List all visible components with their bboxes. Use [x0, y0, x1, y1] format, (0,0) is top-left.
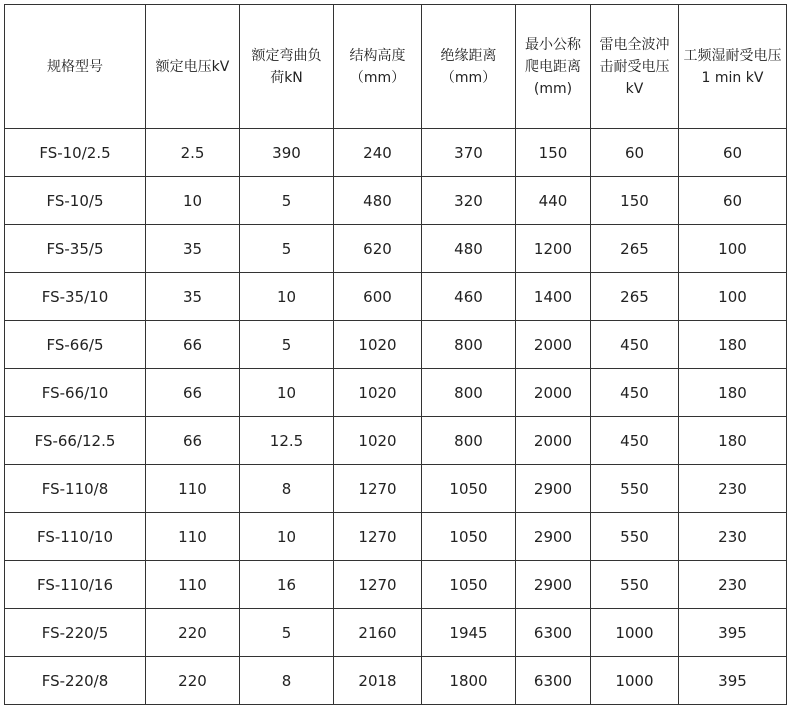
header-text: 爬电距离: [525, 58, 581, 75]
cell-lightning-impulse: 265: [591, 225, 679, 273]
cell-power-frequency-wet: 100: [679, 225, 787, 273]
table-row: [5, 129, 787, 177]
cell-rated-voltage: 35: [146, 273, 240, 321]
cell-creepage-distance: 1400: [516, 273, 591, 321]
header-cell-model: [5, 5, 146, 129]
cell-structure-height: 1270: [334, 561, 422, 609]
header-text: 最小公称: [525, 36, 581, 53]
header-text: 雷电全波冲: [599, 36, 670, 53]
cell-rated-voltage: 110: [146, 513, 240, 561]
header-text: 荷kN: [270, 69, 303, 86]
header-text: kV: [625, 80, 644, 97]
cell-creepage-distance: 2900: [516, 513, 591, 561]
header-text: （mm）: [440, 69, 497, 86]
cell-rated-voltage: 66: [146, 321, 240, 369]
table-row: [5, 465, 787, 513]
header-text: 工频湿耐受电压: [683, 47, 782, 64]
table-row: [5, 321, 787, 369]
header-text: 额定弯曲负: [251, 47, 322, 64]
cell-bending-load: 5: [240, 609, 334, 657]
header-cell-power-frequency-wet: [679, 5, 787, 129]
cell-insulation-distance: 800: [422, 417, 516, 465]
cell-insulation-distance: 1050: [422, 513, 516, 561]
header-text: 击耐受电压: [599, 58, 670, 75]
cell-creepage-distance: 440: [516, 177, 591, 225]
cell-bending-load: 390: [240, 129, 334, 177]
cell-bending-load: 8: [240, 657, 334, 705]
cell-model: FS-220/8: [5, 657, 146, 705]
table-body: [5, 129, 787, 705]
cell-model: FS-10/2.5: [5, 129, 146, 177]
cell-structure-height: 1020: [334, 369, 422, 417]
cell-model: FS-66/10: [5, 369, 146, 417]
cell-bending-load: 10: [240, 369, 334, 417]
cell-model: FS-35/5: [5, 225, 146, 273]
cell-lightning-impulse: 450: [591, 321, 679, 369]
cell-structure-height: 1020: [334, 417, 422, 465]
table-row: [5, 513, 787, 561]
cell-model: FS-35/10: [5, 273, 146, 321]
header-cell-structure-height: [334, 5, 422, 129]
cell-structure-height: 1270: [334, 513, 422, 561]
cell-structure-height: 620: [334, 225, 422, 273]
cell-lightning-impulse: 60: [591, 129, 679, 177]
cell-power-frequency-wet: 395: [679, 657, 787, 705]
cell-model: FS-10/5: [5, 177, 146, 225]
table-row: [5, 369, 787, 417]
cell-power-frequency-wet: 180: [679, 417, 787, 465]
cell-power-frequency-wet: 395: [679, 609, 787, 657]
cell-lightning-impulse: 150: [591, 177, 679, 225]
cell-power-frequency-wet: 60: [679, 129, 787, 177]
header-cell-rated-voltage: [146, 5, 240, 129]
table-row: [5, 417, 787, 465]
cell-model: FS-66/5: [5, 321, 146, 369]
cell-lightning-impulse: 550: [591, 513, 679, 561]
cell-insulation-distance: 480: [422, 225, 516, 273]
cell-model: FS-110/8: [5, 465, 146, 513]
cell-rated-voltage: 110: [146, 465, 240, 513]
header-text: （mm）: [349, 69, 406, 86]
cell-lightning-impulse: 550: [591, 465, 679, 513]
cell-lightning-impulse: 265: [591, 273, 679, 321]
header-row: [5, 5, 787, 129]
cell-creepage-distance: 2900: [516, 561, 591, 609]
cell-rated-voltage: 66: [146, 417, 240, 465]
cell-insulation-distance: 1050: [422, 561, 516, 609]
cell-rated-voltage: 220: [146, 609, 240, 657]
header-cell-insulation-distance: [422, 5, 516, 129]
cell-structure-height: 240: [334, 129, 422, 177]
cell-creepage-distance: 2000: [516, 417, 591, 465]
spec-table: [4, 4, 787, 705]
cell-power-frequency-wet: 230: [679, 465, 787, 513]
cell-model: FS-66/12.5: [5, 417, 146, 465]
cell-bending-load: 12.5: [240, 417, 334, 465]
cell-structure-height: 600: [334, 273, 422, 321]
cell-power-frequency-wet: 230: [679, 561, 787, 609]
cell-insulation-distance: 1050: [422, 465, 516, 513]
cell-power-frequency-wet: 100: [679, 273, 787, 321]
cell-creepage-distance: 2000: [516, 321, 591, 369]
cell-insulation-distance: 1945: [422, 609, 516, 657]
cell-rated-voltage: 35: [146, 225, 240, 273]
cell-insulation-distance: 1800: [422, 657, 516, 705]
cell-power-frequency-wet: 180: [679, 369, 787, 417]
cell-lightning-impulse: 1000: [591, 657, 679, 705]
cell-lightning-impulse: 550: [591, 561, 679, 609]
cell-rated-voltage: 110: [146, 561, 240, 609]
cell-creepage-distance: 6300: [516, 657, 591, 705]
header-text: 1 min kV: [701, 69, 764, 86]
cell-lightning-impulse: 1000: [591, 609, 679, 657]
cell-model: FS-220/5: [5, 609, 146, 657]
cell-structure-height: 2018: [334, 657, 422, 705]
cell-power-frequency-wet: 60: [679, 177, 787, 225]
cell-insulation-distance: 320: [422, 177, 516, 225]
cell-power-frequency-wet: 230: [679, 513, 787, 561]
table-header: [5, 5, 787, 129]
table-row: [5, 273, 787, 321]
cell-lightning-impulse: 450: [591, 369, 679, 417]
cell-bending-load: 10: [240, 513, 334, 561]
cell-power-frequency-wet: 180: [679, 321, 787, 369]
table-row: [5, 657, 787, 705]
cell-structure-height: 2160: [334, 609, 422, 657]
cell-insulation-distance: 800: [422, 321, 516, 369]
cell-structure-height: 1020: [334, 321, 422, 369]
table-row: [5, 177, 787, 225]
cell-rated-voltage: 66: [146, 369, 240, 417]
cell-insulation-distance: 370: [422, 129, 516, 177]
header-text: 绝缘距离: [440, 47, 497, 64]
cell-creepage-distance: 2000: [516, 369, 591, 417]
cell-model: FS-110/10: [5, 513, 146, 561]
cell-lightning-impulse: 450: [591, 417, 679, 465]
cell-creepage-distance: 6300: [516, 609, 591, 657]
cell-rated-voltage: 10: [146, 177, 240, 225]
cell-creepage-distance: 150: [516, 129, 591, 177]
cell-bending-load: 10: [240, 273, 334, 321]
cell-creepage-distance: 1200: [516, 225, 591, 273]
table-row: [5, 225, 787, 273]
header-cell-creepage-distance: [516, 5, 591, 129]
table-row: [5, 609, 787, 657]
header-text: (mm): [533, 80, 573, 97]
cell-bending-load: 5: [240, 225, 334, 273]
cell-bending-load: 5: [240, 177, 334, 225]
table-row: [5, 561, 787, 609]
header-cell-bending-load: [240, 5, 334, 129]
cell-bending-load: 5: [240, 321, 334, 369]
cell-rated-voltage: 220: [146, 657, 240, 705]
cell-bending-load: 8: [240, 465, 334, 513]
cell-structure-height: 1270: [334, 465, 422, 513]
cell-insulation-distance: 460: [422, 273, 516, 321]
cell-bending-load: 16: [240, 561, 334, 609]
header-text: 规格型号: [47, 58, 103, 75]
header-cell-lightning-impulse: [591, 5, 679, 129]
cell-rated-voltage: 2.5: [146, 129, 240, 177]
header-text: 结构高度: [349, 47, 406, 64]
cell-insulation-distance: 800: [422, 369, 516, 417]
header-text: 额定电压kV: [155, 58, 230, 75]
cell-creepage-distance: 2900: [516, 465, 591, 513]
cell-model: FS-110/16: [5, 561, 146, 609]
cell-structure-height: 480: [334, 177, 422, 225]
